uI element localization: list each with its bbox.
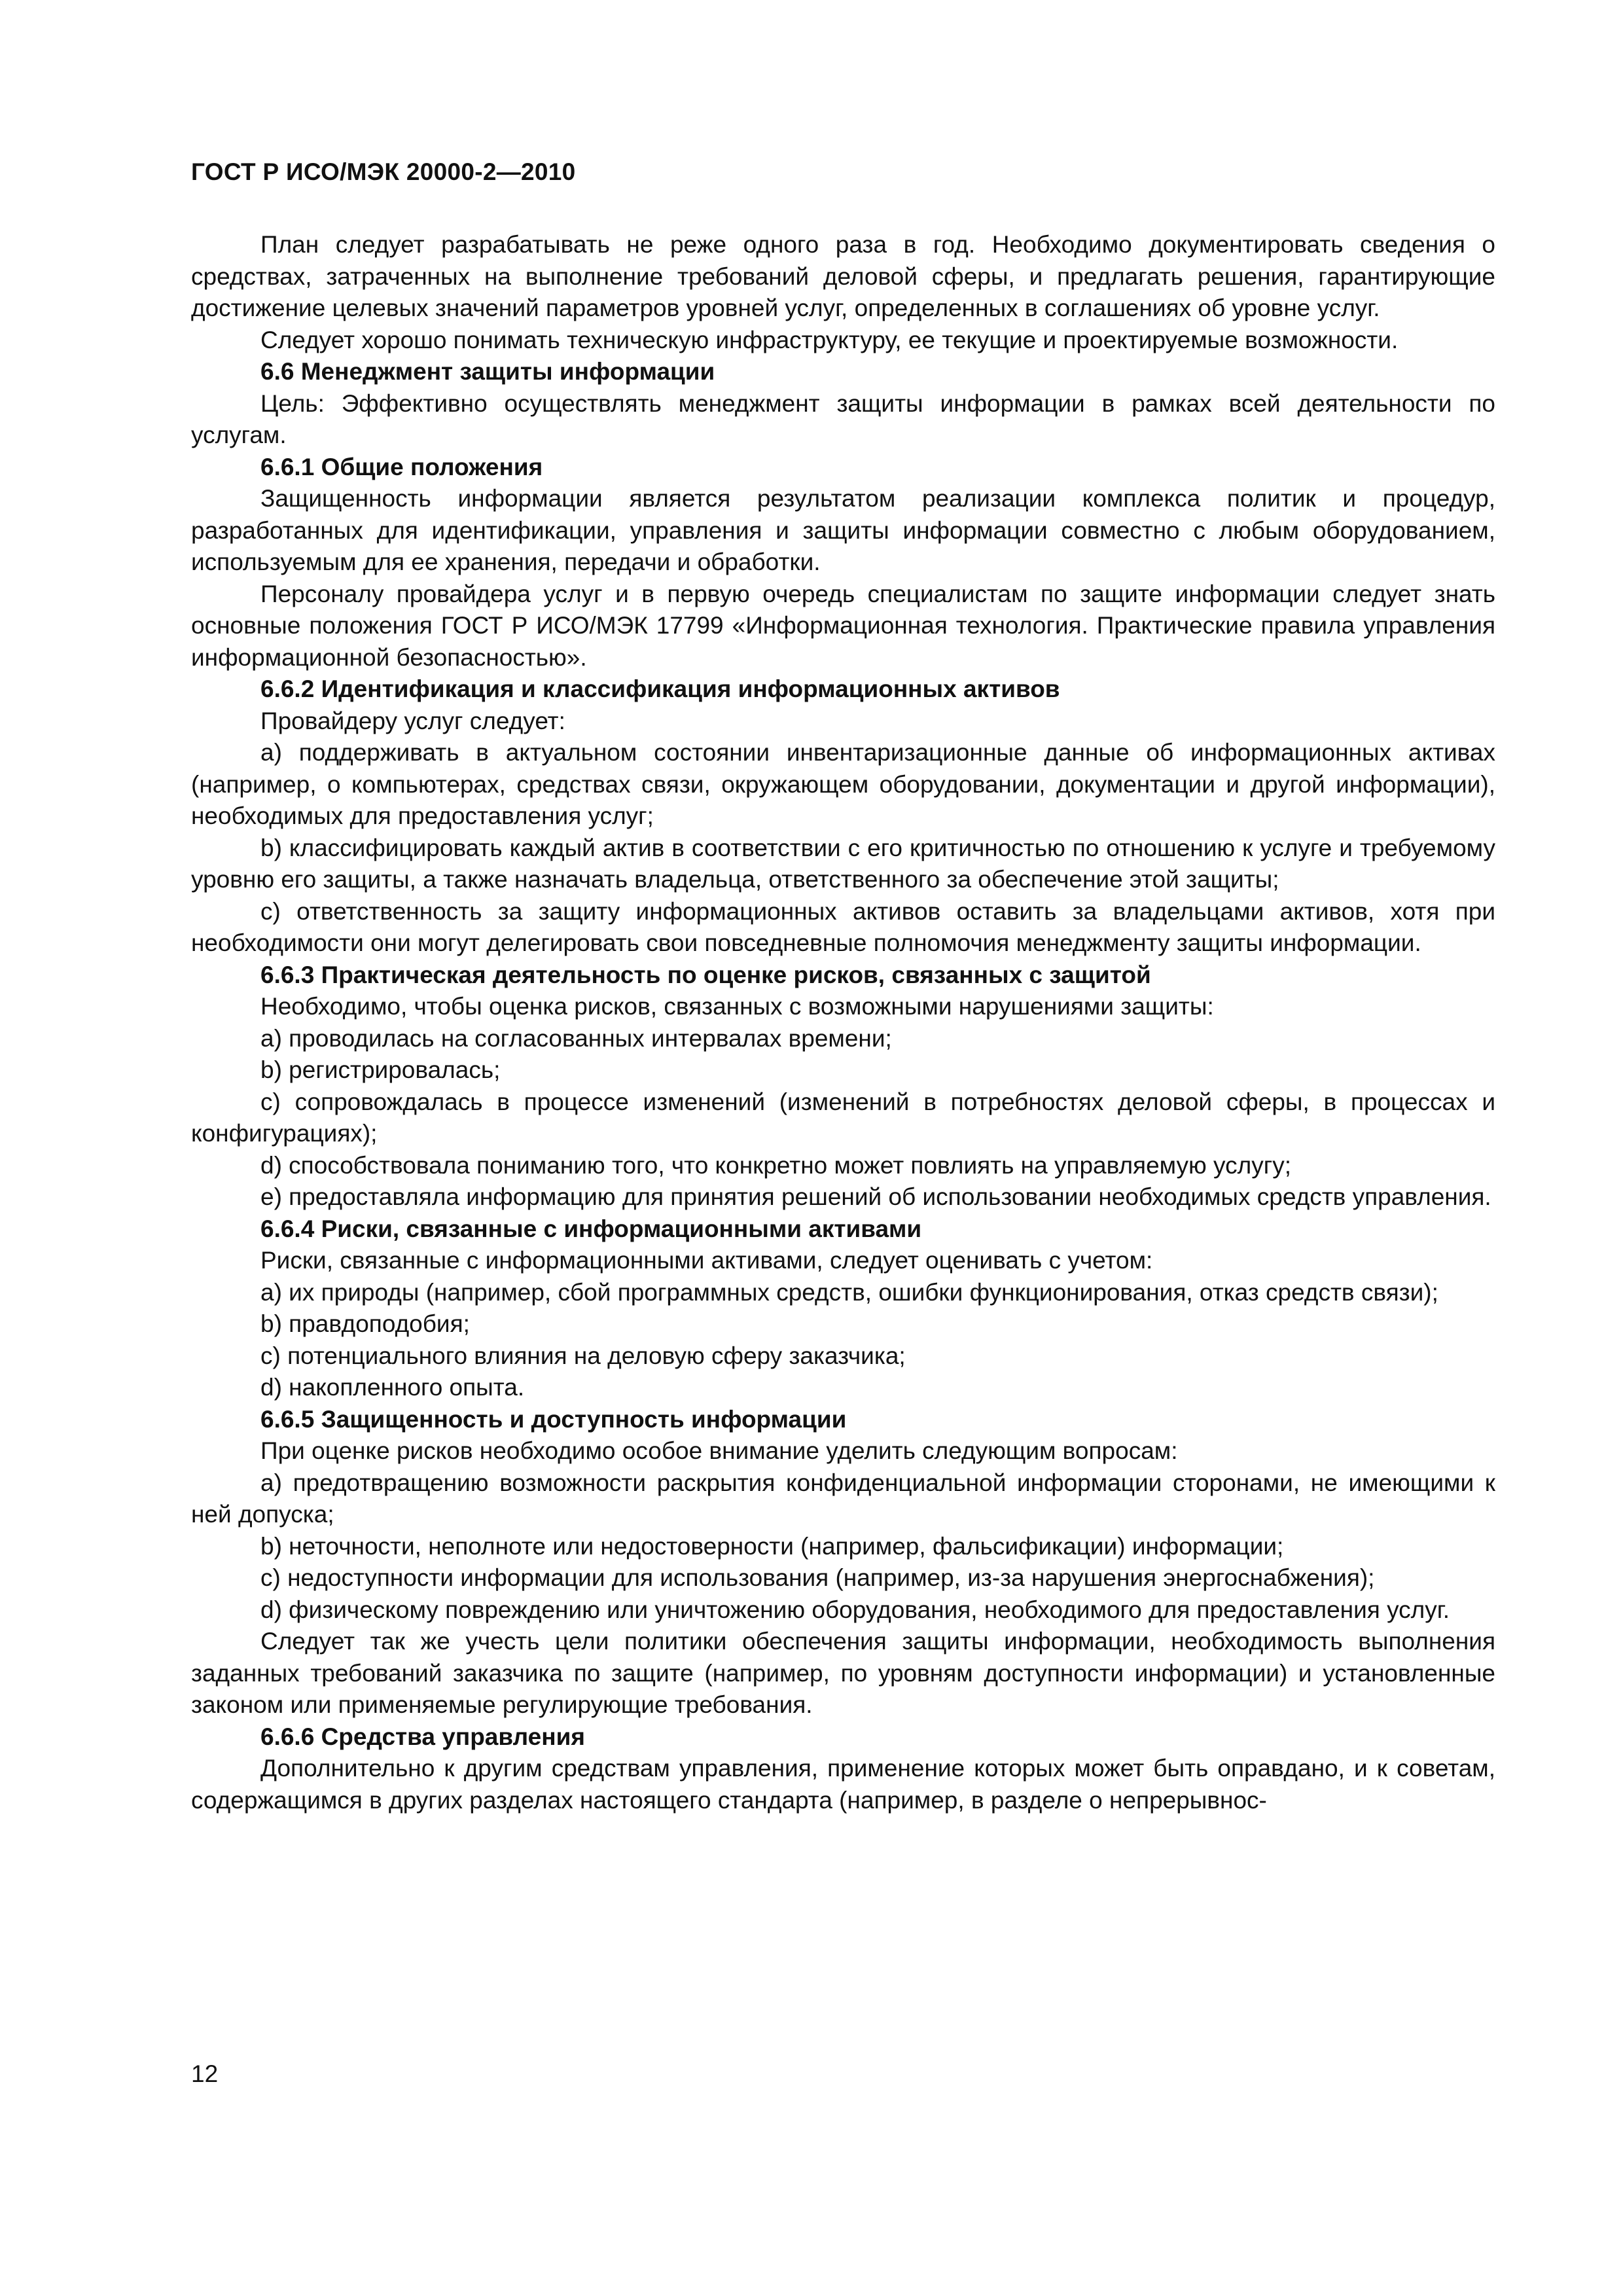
list-item: b) правдоподобия; — [260, 1310, 470, 1337]
section-heading-6-6-5: 6.6.5 Защищенность и доступность информации — [260, 1405, 847, 1433]
list-item: c) потенциального влияния на деловую сферу заказчика; — [260, 1342, 906, 1369]
section-heading-6-6-4: 6.6.4 Риски, связанные с информационными активами — [260, 1215, 922, 1242]
list-item: d) накопленного опыта. — [260, 1374, 525, 1401]
page-number: 12 — [191, 2060, 219, 2087]
section-heading-6-6: 6.6 Менеджмент защиты информации — [260, 358, 715, 385]
document-header: ГОСТ Р ИСО/МЭК 20000-2—2010 — [191, 158, 576, 185]
paragraph: Цель: Эффективно осуществлять менеджмент защиты информации в рамках всей деятельности по услугам. — [191, 389, 1495, 448]
paragraph: Следует хорошо понимать техническую инфраструктуру, ее текущие и проектируемые возможности. — [260, 326, 1399, 353]
list-item: a) поддерживать в актуальном состоянии инвентаризационные данные об информационных активах (например, о компьютерах, средствах связи, окружающем оборудовании, документации и другой информации), необходимых для предоставления услуг; — [191, 739, 1495, 829]
list-item: c) ответственность за защиту информационных активов оставить за владельцами активов, хотя при необходимости они могут делегировать свои повседневные полномочия менеджменту защиты информации. — [191, 897, 1495, 956]
list-item: a) проводилась на согласованных интервалах времени; — [260, 1024, 892, 1052]
paragraph: Дополнительно к другим средствам управления, применение которых может быть оправдано, и к советам, содержащимся в других разделах настоящего стандарта (например, в разделе о непрерывнос- — [191, 1755, 1495, 1814]
paragraph: Провайдеру услуг следует: — [260, 707, 565, 734]
section-heading-6-6-2: 6.6.2 Идентификация и классификация информационных активов — [260, 675, 1060, 702]
list-item: c) недоступности информации для использования (например, из-за нарушения энергоснабжения); — [260, 1564, 1375, 1591]
paragraph: При оценке рисков необходимо особое внимание уделить следующим вопросам: — [260, 1437, 1178, 1464]
list-item: a) их природы (например, сбой программных средств, ошибки функционирования, отказ средств связи); — [260, 1278, 1438, 1306]
paragraph: Риски, связанные с информационными активами, следует оценивать с учетом: — [260, 1247, 1153, 1274]
paragraph: Следует так же учесть цели политики обеспечения защиты информации, необходимость выполнения заданных требований заказчика по защите (например, по уровням доступности информации) и установленные законом или применяемые регулирующие требования. — [191, 1628, 1495, 1718]
paragraph: План следует разрабатывать не реже одного раза в год. Необходимо документировать сведения о средствах, затраченных на выполнение требований деловой сферы, и предлагать решения, гарантирующие достижение целевых значений параметров уровней услуг, определенных в соглашениях об уровне услуг. — [191, 231, 1495, 321]
list-item: e) предоставляла информацию для принятия решений об использовании необходимых средств управления. — [260, 1183, 1491, 1210]
list-item: b) регистрировалась; — [260, 1056, 501, 1083]
paragraph: Персоналу провайдера услуг и в первую очередь специалистам по защите информации следует знать основные положения ГОСТ Р ИСО/МЭК 17799 «Информационная технология. Практические правила управления информационной безопасностью». — [191, 580, 1495, 671]
list-item: a) предотвращению возможности раскрытия конфиденциальной информации сторонами, не имеющими к ней допуска; — [191, 1469, 1495, 1528]
list-item: c) сопровождалась в процессе изменений (изменений в потребностях деловой сферы, в процессах и конфигурациях); — [191, 1088, 1495, 1147]
paragraph: Необходимо, чтобы оценка рисков, связанных с возможными нарушениями защиты: — [260, 993, 1214, 1020]
section-heading-6-6-6: 6.6.6 Средства управления — [260, 1723, 585, 1750]
list-item: b) неточности, неполноте или недостоверности (например, фальсификации) информации; — [260, 1532, 1284, 1560]
paragraph: Защищенность информации является результатом реализации комплекса политик и процедур, разработанных для идентификации, управления и защиты информации совместно с любым оборудованием, используемым для ее хранения, передачи и обработки. — [191, 485, 1495, 575]
list-item: d) физическому повреждению или уничтожению оборудования, необходимого для предоставления услуг. — [260, 1596, 1450, 1623]
list-item: b) классифицировать каждый актив в соответствии с его критичностью по отношению к услуге и требуемому уровню его защиты, а также назначать владельца, ответственного за обеспечение этой защиты; — [191, 834, 1495, 893]
section-heading-6-6-3: 6.6.3 Практическая деятельность по оценке рисков, связанных с защитой — [260, 961, 1151, 988]
list-item: d) способствовала пониманию того, что конкретно может повлиять на управляемую услугу; — [260, 1151, 1291, 1179]
section-heading-6-6-1: 6.6.1 Общие положения — [260, 453, 543, 480]
document-body — [191, 229, 1495, 1816]
